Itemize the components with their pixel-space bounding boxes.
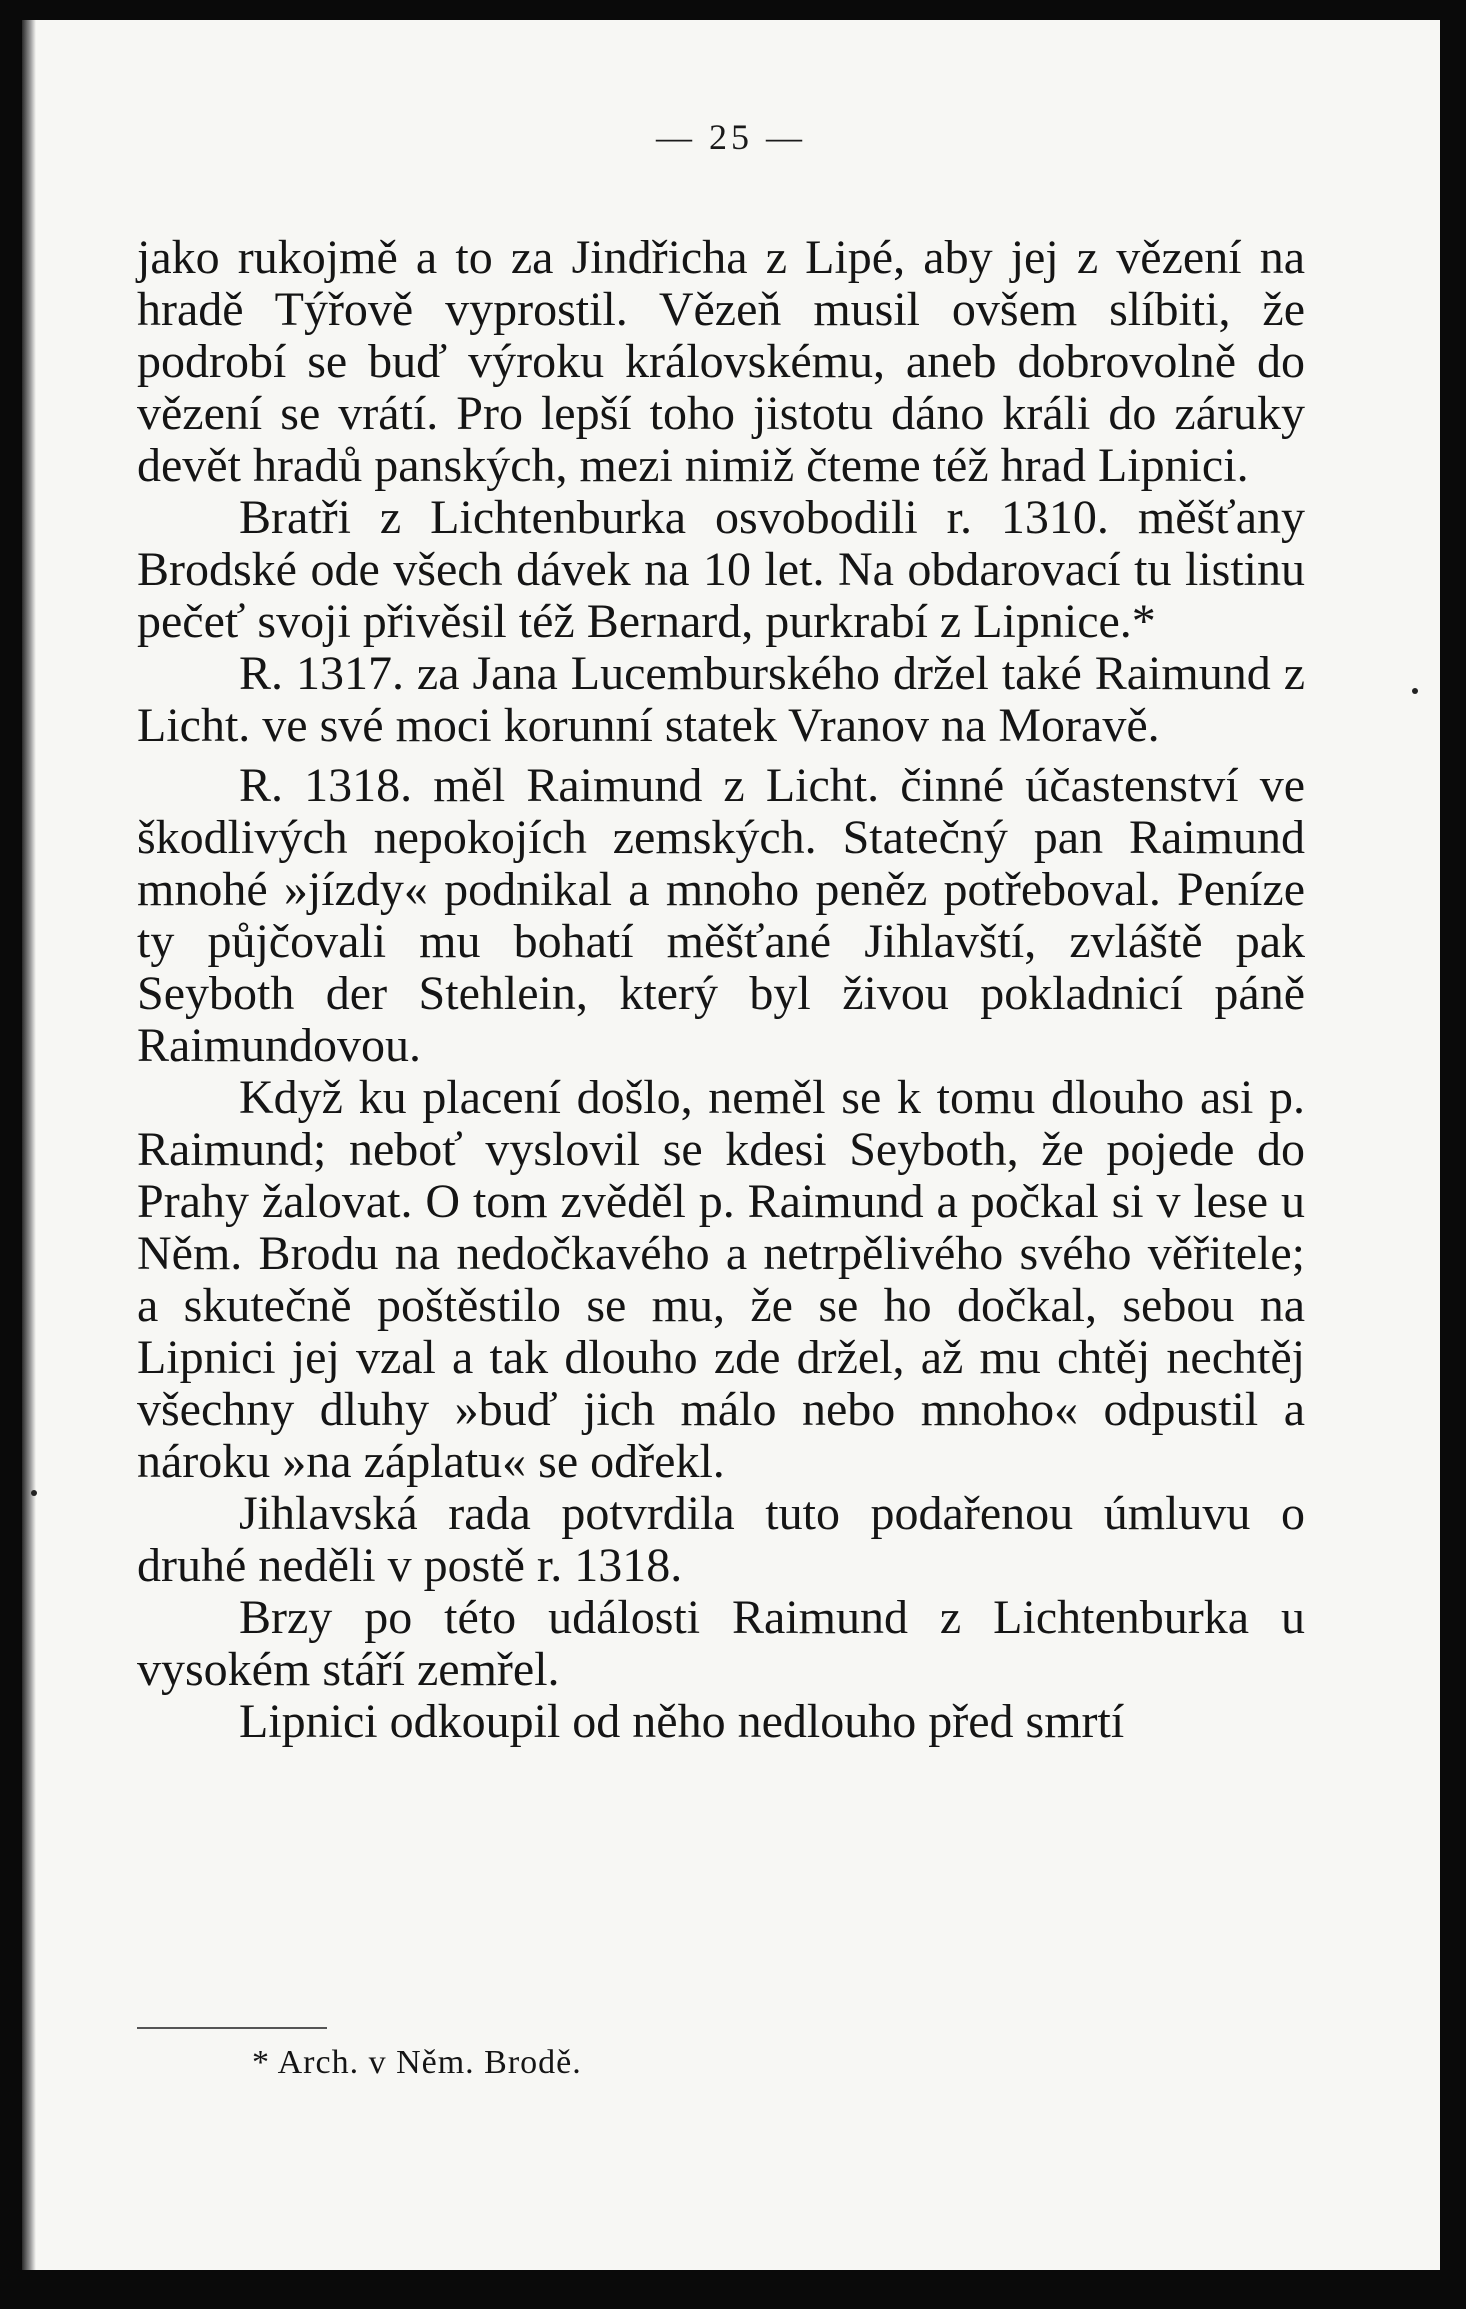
print-speck — [1412, 688, 1418, 694]
paragraph-3: R. 1317. za Jana Lucemburského držel také Raimund z Licht. ve své moci korunní statek Vranov na Moravě. — [137, 647, 1305, 752]
footnote-divider — [137, 2027, 327, 2029]
paragraph-4: R. 1318. měl Raimund z Licht. činné účastenství ve škodlivých nepokojích zemských. Statečný pan Raimund mnohé »jízdy« podnikal a mnoho peněz potřeboval. Peníze ty půjčovali mu bohatí měšťané Jihlavští, zvláště pak Seyboth der Stehlein, který byl živou pokladnicí páně Raimundovou. — [137, 759, 1305, 1072]
page-edge-shadow — [22, 20, 36, 2270]
paragraph-8: Lipnici odkoupil od něho nedlouho před smrtí — [239, 1695, 1125, 1748]
page-number: — 25 — — [656, 117, 806, 157]
book-page — [22, 20, 1440, 2270]
print-speck — [31, 1490, 37, 1496]
footnote: * Arch. v Něm. Brodě. — [252, 2044, 582, 2081]
body-text — [137, 232, 1305, 1748]
paragraph-7: Brzy po této události Raimund z Lichtenburka u vysokém stáří zemřel. — [137, 1591, 1305, 1696]
paragraph-5: Když ku placení došlo, neměl se k tomu dlouho asi p. Raimund; neboť vyslovil se kdesi Seyboth, že pojede do Prahy žalovat. O tom zvěděl p. Raimund a počkal si v lese u Něm. Brodu na nedočkavého a netrpělivého svého věřitele; a skutečně poštěstilo se mu, že se ho dočkal, sebou na Lipnici jej vzal a tak dlouho zde držel, až mu chtěj nechtěj všechny dluhy »buď jich málo nebo mnoho« odpustil a nároku »na záplatu« se odřekl. — [137, 1071, 1305, 1488]
paragraph-2: Bratři z Lichtenburka osvobodili r. 1310. měšťany Brodské ode všech dávek na 10 let. Na obdarovací tu listinu pečeť svoji přivěsil též Bernard, purkrabí z Lipnice.* — [137, 491, 1305, 648]
scan-border — [0, 2270, 1466, 2309]
paragraph-6: Jihlavská rada potvrdila tuto podařenou úmluvu o druhé neděli v postě r. 1318. — [137, 1487, 1305, 1592]
paragraph-1: jako rukojmě a to za Jindřicha z Lipé, aby jej z vězení na hradě Týřově vyprostil. Vězeň musil ovšem slíbiti, že podrobí se buď výroku královskému, aneb dobrovolně do vězení se vrátí. Pro lepší toho jistotu dáno králi do záruky devět hradů panských, mezi nimiž čteme též hrad Lipnici. — [137, 231, 1305, 492]
